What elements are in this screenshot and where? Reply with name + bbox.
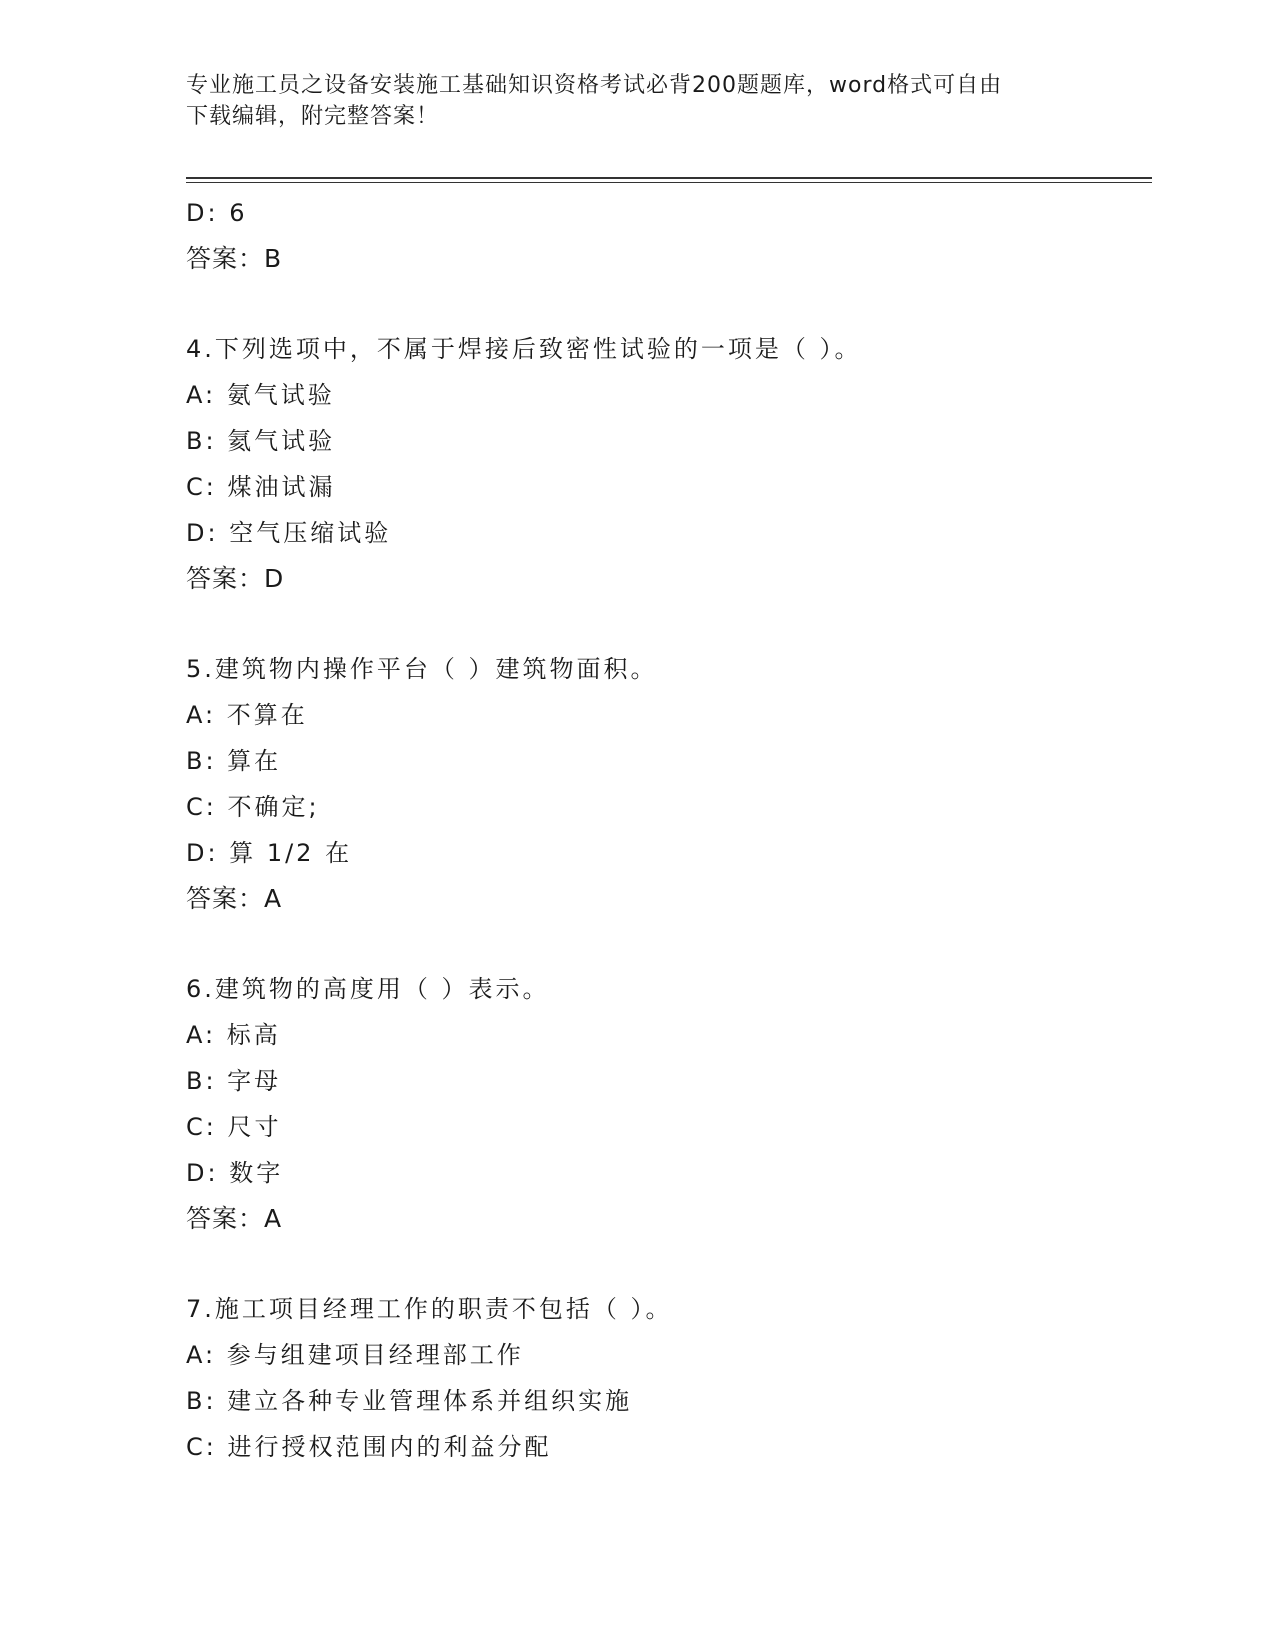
option-b: B: 算在 xyxy=(186,747,282,775)
question-stem: 5.建筑物内操作平台（ ）建筑物面积。 xyxy=(186,655,658,683)
question-stem: 7.施工项目经理工作的职责不包括（ ）。 xyxy=(186,1295,673,1323)
question-stem: 6.建筑物的高度用（ ）表示。 xyxy=(186,975,550,1003)
option-a: A: 标高 xyxy=(186,1021,281,1049)
option-a: A: 参与组建项目经理部工作 xyxy=(186,1341,524,1369)
question-block xyxy=(186,1286,1146,1470)
option-c: C: 不确定; xyxy=(186,793,320,821)
question-block xyxy=(186,326,1146,602)
option-d: D: 数字 xyxy=(186,1159,284,1187)
option-c: C: 煤油试漏 xyxy=(186,473,336,501)
answer-line: 答案：B xyxy=(186,244,283,273)
option-d: D: 空气压缩试验 xyxy=(186,519,392,547)
document-header xyxy=(186,70,1086,132)
option-b: B: 氦气试验 xyxy=(186,427,336,455)
answer-line: 答案：D xyxy=(186,564,285,593)
spacer xyxy=(186,922,1146,966)
answer-line: 答案：A xyxy=(186,1204,283,1233)
question-block xyxy=(186,646,1146,922)
option-b: B: 字母 xyxy=(186,1067,282,1095)
spacer xyxy=(186,282,1146,326)
option-a: A: 不算在 xyxy=(186,701,308,729)
option-d: D: 6 xyxy=(186,199,248,227)
option-c: C: 尺寸 xyxy=(186,1113,282,1141)
option-b: B: 建立各种专业管理体系并组织实施 xyxy=(186,1387,633,1415)
header-line-1: 专业施工员之设备安装施工基础知识资格考试必背200题题库，word格式可自由 xyxy=(186,73,1003,98)
header-line-2: 下载编辑，附完整答案！ xyxy=(186,104,440,129)
spacer xyxy=(186,1242,1146,1286)
answer-line: 答案：A xyxy=(186,884,283,913)
question-list xyxy=(186,190,1146,1470)
header-divider xyxy=(186,177,1152,179)
option-a: A: 氨气试验 xyxy=(186,381,335,409)
option-c: C: 进行授权范围内的利益分配 xyxy=(186,1433,552,1461)
option-d: D: 算 1/2 在 xyxy=(186,839,353,867)
header-divider-thin xyxy=(186,182,1152,183)
spacer xyxy=(186,602,1146,646)
question-stem: 4.下列选项中，不属于焊接后致密性试验的一项是（ ）。 xyxy=(186,335,862,363)
question-block xyxy=(186,966,1146,1242)
